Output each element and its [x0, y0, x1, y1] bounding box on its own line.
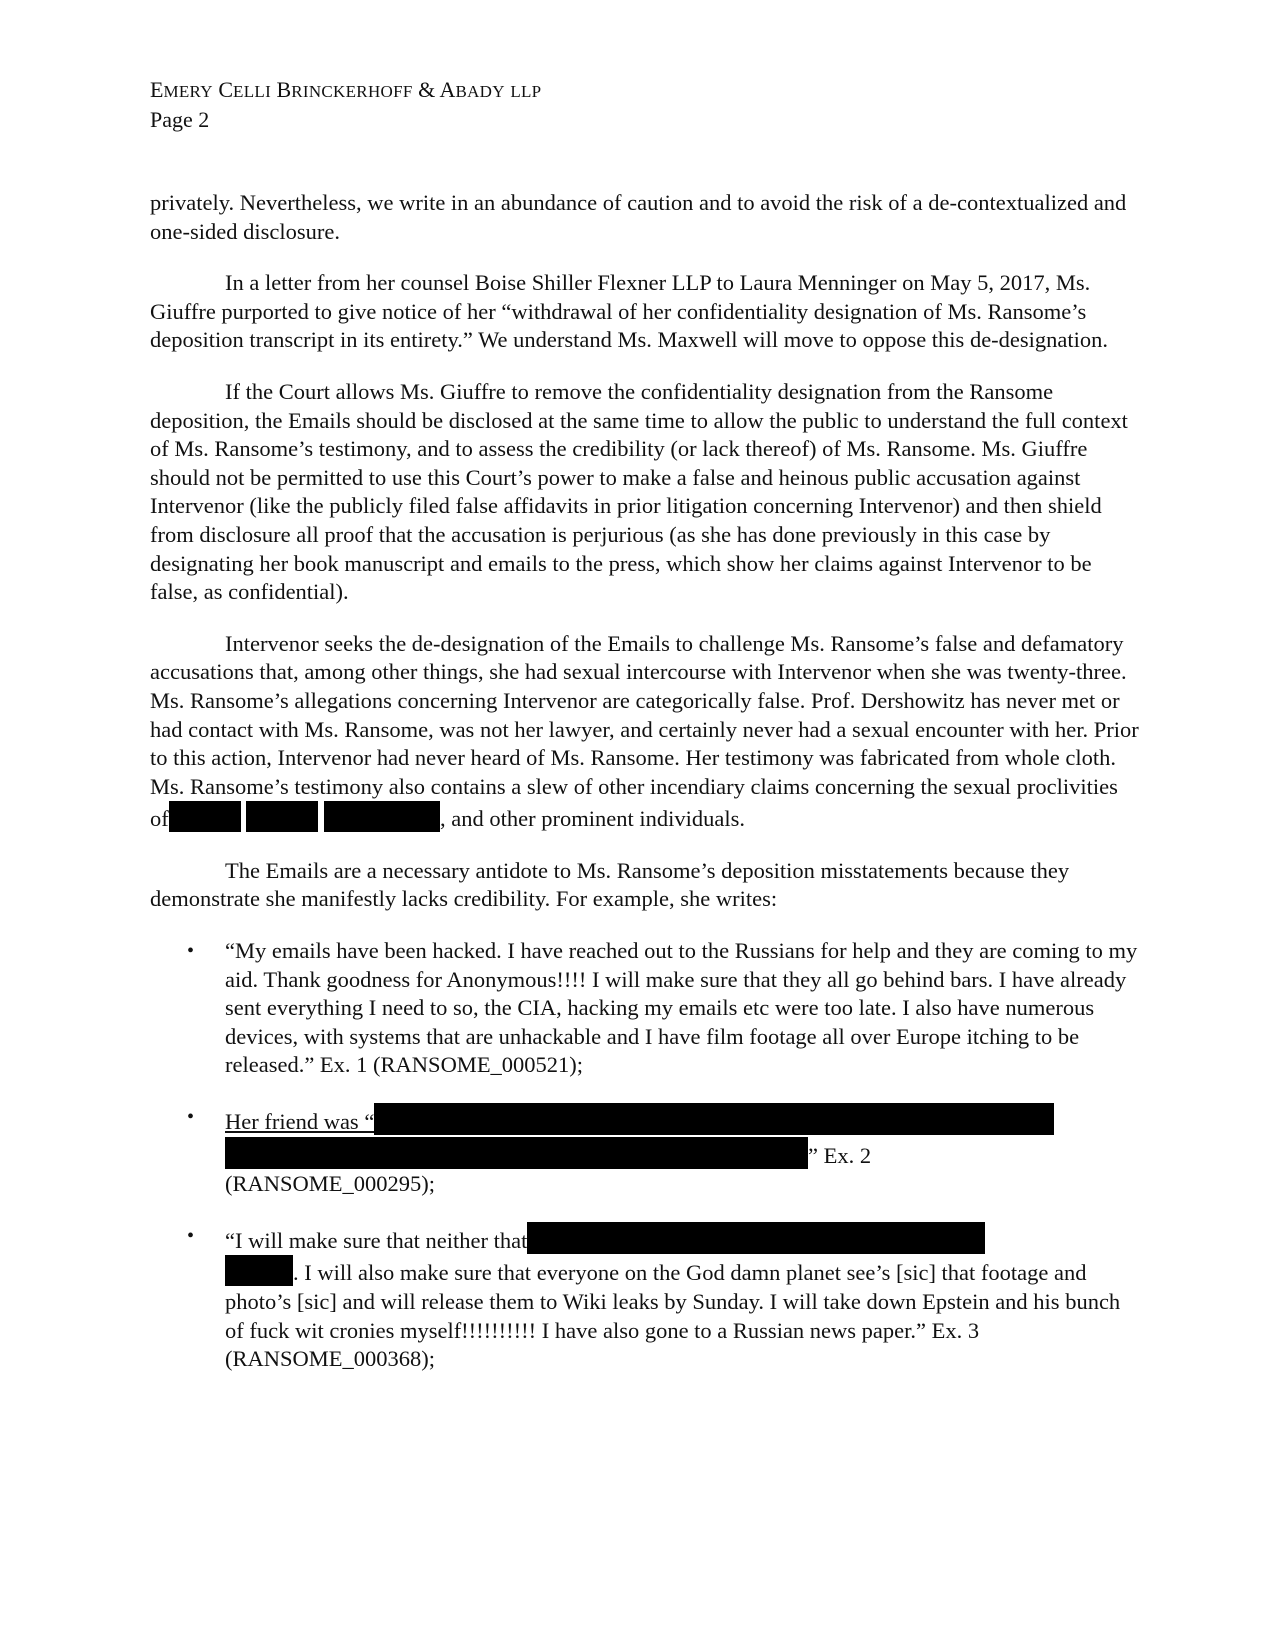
paragraph-court-disclosure: If the Court allows Ms. Giuffre to remove the confidentiality designation from the Ransome deposition, the Emails should be disclosed at the same time to allow the public to understand the full context of Ms. Ransome’s testimony, and to assess the credibility (or lack thereof) of Ms. Ransome. Ms. Giuffre should not be permitted to use this Court’s power to make a false and heinous public accusation against Intervenor (like the publicly filed false affidavits in prior litigation concerning Intervenor) and then shield from disclosure all proof that the accusation is perjurious (as she has done previously in this case by designating her book manuscript and emails to the press, which show her claims against Intervenor to be false, as confidential).	[150, 378, 1128, 605]
bullet-icon: •	[187, 1106, 195, 1129]
paragraph-emails-antidote: The Emails are a necessary antidote to Ms. Ransome’s deposition misstatements because they demonstrate she manifestly lacks credibility. For example, she writes:	[150, 857, 1070, 912]
paragraph-letter-notice: In a letter from her counsel Boise Shiller Flexner LLP to Laura Menninger on May 5, 2017, Ms. Giuffre purported to give notice of her “withdrawal of her confidentiality designation of Ms. Ransome’s deposition transcript in its entirety.” We understand Ms. Maxwell will move to oppose this de-designation.	[150, 270, 1109, 353]
paragraph-text: , and other prominent individuals.	[440, 806, 745, 832]
list-item	[150, 1222, 1140, 1374]
quote-text: . I will also make sure that everyone on the God damn planet see’s [sic] that footage and photo’s [sic] and will release them to Wiki leaks by Sunday. I will take down Epstein and his bunch of fuck wit cronies myself!!!!!!!!!! I have also gone to a Russian news paper.” Ex. 3 (RANSOME_000368);	[225, 1260, 1121, 1372]
paragraph-text: Intervenor seeks the de-designation of the Emails to challenge Ms. Ransome’s false and defamatory accusations that, among other things, she had sexual intercourse with Intervenor when she was twenty-three. Ms. Ransome’s allegations concerning Intervenor are categorically false. Prof. Dershowitz has never met or had contact with Ms. Ransome, was not her lawyer, and certainly never had a sexual encounter with her. Prior to this action, Intervenor had never heard of Ms. Ransome. Her testimony was fabricated from whole cloth. Ms. Ransome’s testimony also contains a slew of other incendiary claims concerning the sexual proclivities of	[150, 630, 1139, 832]
firm-name-part: ELLI	[233, 82, 272, 101]
firm-name-part: E	[150, 77, 164, 102]
quote-list	[150, 937, 1140, 1374]
quote-text: “My emails have been hacked. I have reached out to the Russians for help and they are coming to my aid. Thank goodness for Anonymous!!!! I will make sure that they all go behind bars. I have already sent everything I need to so, the CIA, hacking my emails etc were too late. I also have numerous devices, with systems that are unhackable and I have film footage all over Europe itching to be released.” Ex. 1 (RANSOME_000521);	[225, 938, 1138, 1078]
quote-text: Her friend was “	[225, 1109, 375, 1135]
redaction-block	[324, 801, 440, 832]
exhibit-citation: (RANSOME_000295);	[225, 1171, 436, 1197]
firm-name-part: &	[418, 77, 436, 102]
list-item	[150, 1103, 1140, 1199]
bullet-icon: •	[187, 1224, 195, 1247]
firm-name-part: BADY	[455, 82, 505, 101]
firm-name-part: RINCKERHOFF	[291, 82, 413, 101]
firm-name-part: A	[439, 77, 456, 102]
redaction-block	[225, 1137, 808, 1169]
firm-name	[150, 76, 541, 106]
quote-text: ” Ex. 2	[808, 1142, 872, 1168]
page-number: Page 2	[150, 107, 210, 132]
redaction-block	[225, 1255, 293, 1286]
firm-name-part: LLP	[510, 82, 542, 101]
redaction-block	[527, 1222, 985, 1254]
letter-header	[150, 76, 541, 134]
paragraph-intervenor-dedesignation	[150, 630, 1140, 834]
paragraph-continuation: privately. Nevertheless, we write in an abundance of caution and to avoid the risk of a de-contextualized and one-sided disclosure.	[150, 190, 1127, 244]
list-item	[150, 937, 1140, 1080]
bullet-icon: •	[187, 940, 195, 963]
redaction-block	[169, 801, 241, 832]
redaction-block	[374, 1103, 1054, 1135]
firm-name-part: MERY	[163, 82, 213, 101]
letter-body	[150, 189, 1140, 1397]
redaction-block	[246, 801, 318, 832]
quote-text: “I will make sure that neither that	[225, 1227, 528, 1253]
firm-name-part: B	[276, 77, 292, 102]
firm-name-part: C	[218, 77, 234, 102]
